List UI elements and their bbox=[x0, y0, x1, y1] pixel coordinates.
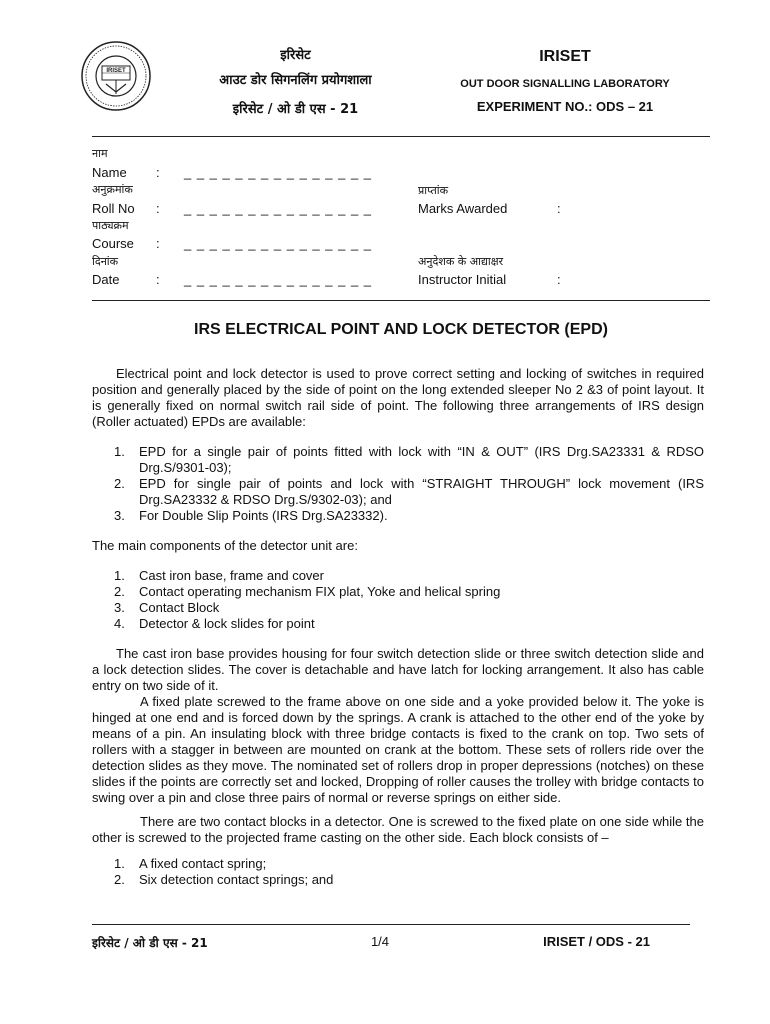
footer-right: IRISET / ODS - 21 bbox=[543, 934, 650, 949]
name-label: Name bbox=[92, 165, 127, 180]
base-paragraph: The cast iron base provides housing for four switch detection slide or three switch detection slide and a lock detection slides. The cover is detachable and have latch for locking arrangement. It also has cable entry on two side of it. bbox=[92, 646, 704, 693]
course-label: Course bbox=[92, 236, 134, 251]
date-label-hindi: दिनांक bbox=[92, 255, 119, 268]
list-item: 3. For Double Slip Points (IRS Drg.SA23332). bbox=[114, 508, 388, 523]
document-title: IRS ELECTRICAL POINT AND LOCK DETECTOR (EPD) bbox=[194, 321, 608, 338]
name-colon: : bbox=[156, 165, 160, 180]
list-item: 4. Detector & lock slides for point bbox=[114, 616, 315, 631]
arrangements-list bbox=[92, 444, 704, 524]
name-blank: _ _ _ _ _ _ _ _ _ _ _ _ _ _ _ bbox=[184, 165, 373, 180]
roll-colon: : bbox=[156, 201, 160, 216]
course-blank: _ _ _ _ _ _ _ _ _ _ _ _ _ _ _ bbox=[184, 236, 373, 251]
footer-left: इरिसेट / ओ डी एस - 21 bbox=[92, 936, 208, 950]
list-item: 1. A fixed contact spring; bbox=[114, 856, 267, 871]
footer-divider bbox=[92, 924, 690, 925]
header-lab: OUT DOOR SIGNALLING LABORATORY bbox=[460, 78, 670, 90]
roll-label-hindi: अनुक्रमांक bbox=[92, 183, 133, 196]
header-experiment: EXPERIMENT NO.: ODS – 21 bbox=[476, 99, 654, 114]
list-item: 2. EPD for single pair of points and lock with “STRAIGHT THROUGH” lock movement (IRS Drg.SA23332 & RDSO Drg.S/9302-03); and bbox=[114, 476, 704, 507]
header-org: IRISET bbox=[539, 48, 591, 65]
marks-colon: : bbox=[557, 201, 561, 216]
name-label-hindi: नाम bbox=[92, 147, 108, 160]
instructor-label-hindi: अनुदेशक के आद्याक्षर bbox=[418, 255, 504, 268]
list-item: 3. Contact Block bbox=[114, 600, 220, 615]
date-label: Date bbox=[92, 272, 120, 287]
iriset-emblem-logo bbox=[80, 40, 152, 112]
date-blank: _ _ _ _ _ _ _ _ _ _ _ _ _ _ _ bbox=[184, 272, 373, 287]
header-hindi-lab: आउट डोर सिगनलिंग प्रयोगशाला bbox=[219, 73, 372, 88]
list-item: 2. Contact operating mechanism FIX plat, Yoke and helical spring bbox=[114, 584, 501, 599]
contact-items-list bbox=[92, 856, 704, 888]
contact-paragraph: There are two contact blocks in a detector. One is screwed to the fixed plate on one side while the other is screwed to the projected frame casting on the other side. Each block consists of – bbox=[92, 814, 704, 845]
instructor-colon: : bbox=[557, 272, 561, 287]
roll-label: Roll No bbox=[92, 201, 135, 216]
marks-label: Marks Awarded bbox=[418, 201, 508, 216]
intro-paragraph: Electrical point and lock detector is used to prove correct setting and locking of switches in required position and generally placed by the side of point on the long extended sleeper No 2 &3 of point layout. It is generally fixed on normal switch rail side of point. The following three arrangements of IRS design (Roller actuated) EPDs are available: bbox=[92, 366, 704, 429]
logo-lettering: IRISET bbox=[106, 68, 126, 74]
page-number: 1/4 bbox=[370, 934, 390, 949]
roll-blank: _ _ _ _ _ _ _ _ _ _ _ _ _ _ _ bbox=[184, 201, 373, 216]
list-item: 1. Cast iron base, frame and cover bbox=[114, 568, 324, 583]
header-divider bbox=[92, 136, 710, 137]
instructor-label: Instructor Initial bbox=[418, 272, 507, 287]
marks-label-hindi: प्राप्तांक bbox=[418, 184, 449, 197]
date-colon: : bbox=[156, 272, 160, 287]
header-hindi-iriset: इरिसेट bbox=[280, 48, 311, 63]
form-divider bbox=[92, 300, 710, 301]
course-colon: : bbox=[156, 236, 160, 251]
plate-paragraph: A fixed plate screwed to the frame above on one side and a yoke provided below it. The yoke is hinged at one end and is forced down by the springs. A crank is attached to the other end of the yoke by means of a pin. An insulating block with three bridge contacts is fixed to the crank on top. Two sets of rollers with a stagger in between are mounted on crank at the bottom. These sets of rollers ride over the detection slides as they move. The nominated set of rollers drop in proper depressions (notches) on these slides if the points are correctly set and locked, Dropping of roller causes the trolley with bridge contacts to swing over a pin and close three pairs of normal or reverse springs on either side. bbox=[92, 694, 704, 805]
list-item: 1. EPD for a single pair of points fitted with lock with “IN & OUT” (IRS Drg.SA23331 & RDSO Drg.S/9301-03); bbox=[114, 444, 704, 475]
document-body bbox=[92, 366, 704, 888]
components-list bbox=[92, 568, 704, 632]
header-hindi-experiment: इरिसेट / ओ डी एस - 21 bbox=[232, 102, 359, 117]
course-label-hindi: पाठ्यक्रम bbox=[92, 219, 129, 232]
components-intro: The main components of the detector unit are: bbox=[92, 538, 358, 553]
list-item: 2. Six detection contact springs; and bbox=[114, 872, 334, 887]
